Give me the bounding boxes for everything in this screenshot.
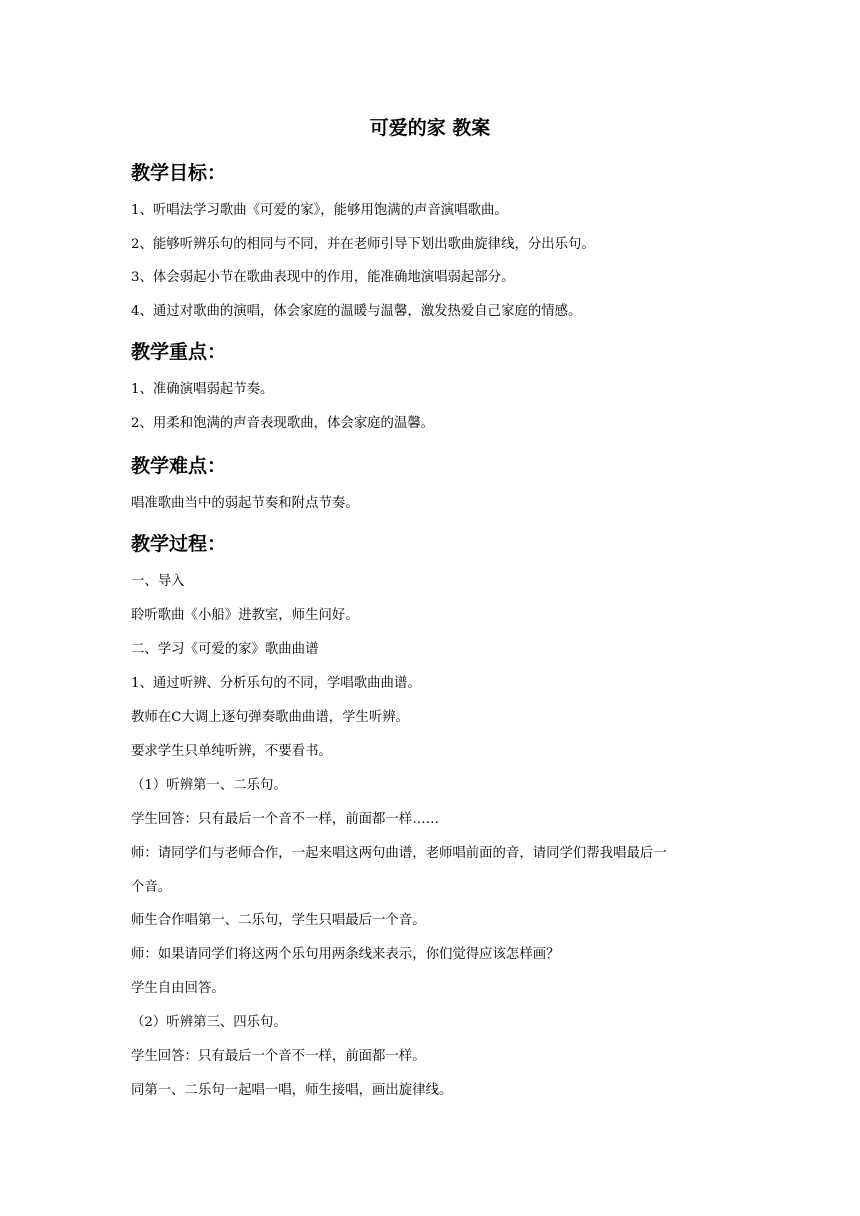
objectives-line-4: 4、通过对歌曲的演唱，体会家庭的温暖与温馨，激发热爱自己家庭的情感。 <box>131 304 582 319</box>
process-line-5: 教师在C大调上逐句弹奏歌曲曲谱，学生听辨。 <box>131 710 410 725</box>
difficulties-line-1: 唱准歌曲当中的弱起节奏和附点节奏。 <box>131 496 359 511</box>
section-heading-objectives: 教学目标： <box>131 162 227 184</box>
process-line-13: 学生自由回答。 <box>131 981 225 996</box>
key-points-line-1: 1、准确演唱弱起节奏。 <box>131 382 274 397</box>
process-line-12: 师：如果请同学们将这两个乐句用两条线来表示，你们觉得应该怎样画？ <box>131 947 560 962</box>
key-points-line-2: 2、用柔和饱满的声音表现歌曲，体会家庭的温馨。 <box>131 416 435 431</box>
process-line-10: 个音。 <box>131 880 172 895</box>
process-line-2: 聆听歌曲《小船》进教室，师生问好。 <box>131 608 359 623</box>
process-line-15: 学生回答：只有最后一个音不一样，前面都一样。 <box>131 1049 426 1064</box>
objectives-line-2: 2、能够听辨乐句的相同与不同，并在老师引导下划出歌曲旋律线，分出乐句。 <box>131 237 595 252</box>
process-line-11: 师生合作唱第一、二乐句，学生只唱最后一个音。 <box>131 913 426 928</box>
process-line-9: 师：请同学们与老师合作，一起来唱这两句曲谱，老师唱前面的音，请同学们帮我唱最后一 <box>131 846 667 861</box>
process-line-16: 同第一、二乐句一起唱一唱，师生接唱，画出旋律线。 <box>131 1083 453 1098</box>
section-heading-process: 教学过程： <box>131 533 227 555</box>
process-line-3: 二、学习《可爱的家》歌曲曲谱 <box>131 642 319 657</box>
process-line-8: 学生回答：只有最后一个音不一样，前面都一样…… <box>131 812 439 827</box>
section-heading-key-points: 教学重点： <box>131 341 227 363</box>
process-line-1: 一、导入 <box>131 574 185 589</box>
process-line-4: 1、通过听辨、分析乐句的不同，学唱歌曲曲谱。 <box>131 676 421 691</box>
objectives-line-3: 3、体会弱起小节在歌曲表现中的作用，能准确地演唱弱起部分。 <box>131 270 515 285</box>
objectives-line-1: 1、听唱法学习歌曲《可爱的家》，能够用饱满的声音演唱歌曲。 <box>131 203 508 218</box>
process-line-7: （1）听辨第一、二乐句。 <box>131 778 287 793</box>
section-heading-difficulties: 教学难点： <box>131 455 227 477</box>
process-line-14: （2）听辨第三、四乐句。 <box>131 1015 287 1030</box>
page-title: 可爱的家 教案 <box>369 117 491 139</box>
process-line-6: 要求学生只单纯听辨，不要看书。 <box>131 744 332 759</box>
